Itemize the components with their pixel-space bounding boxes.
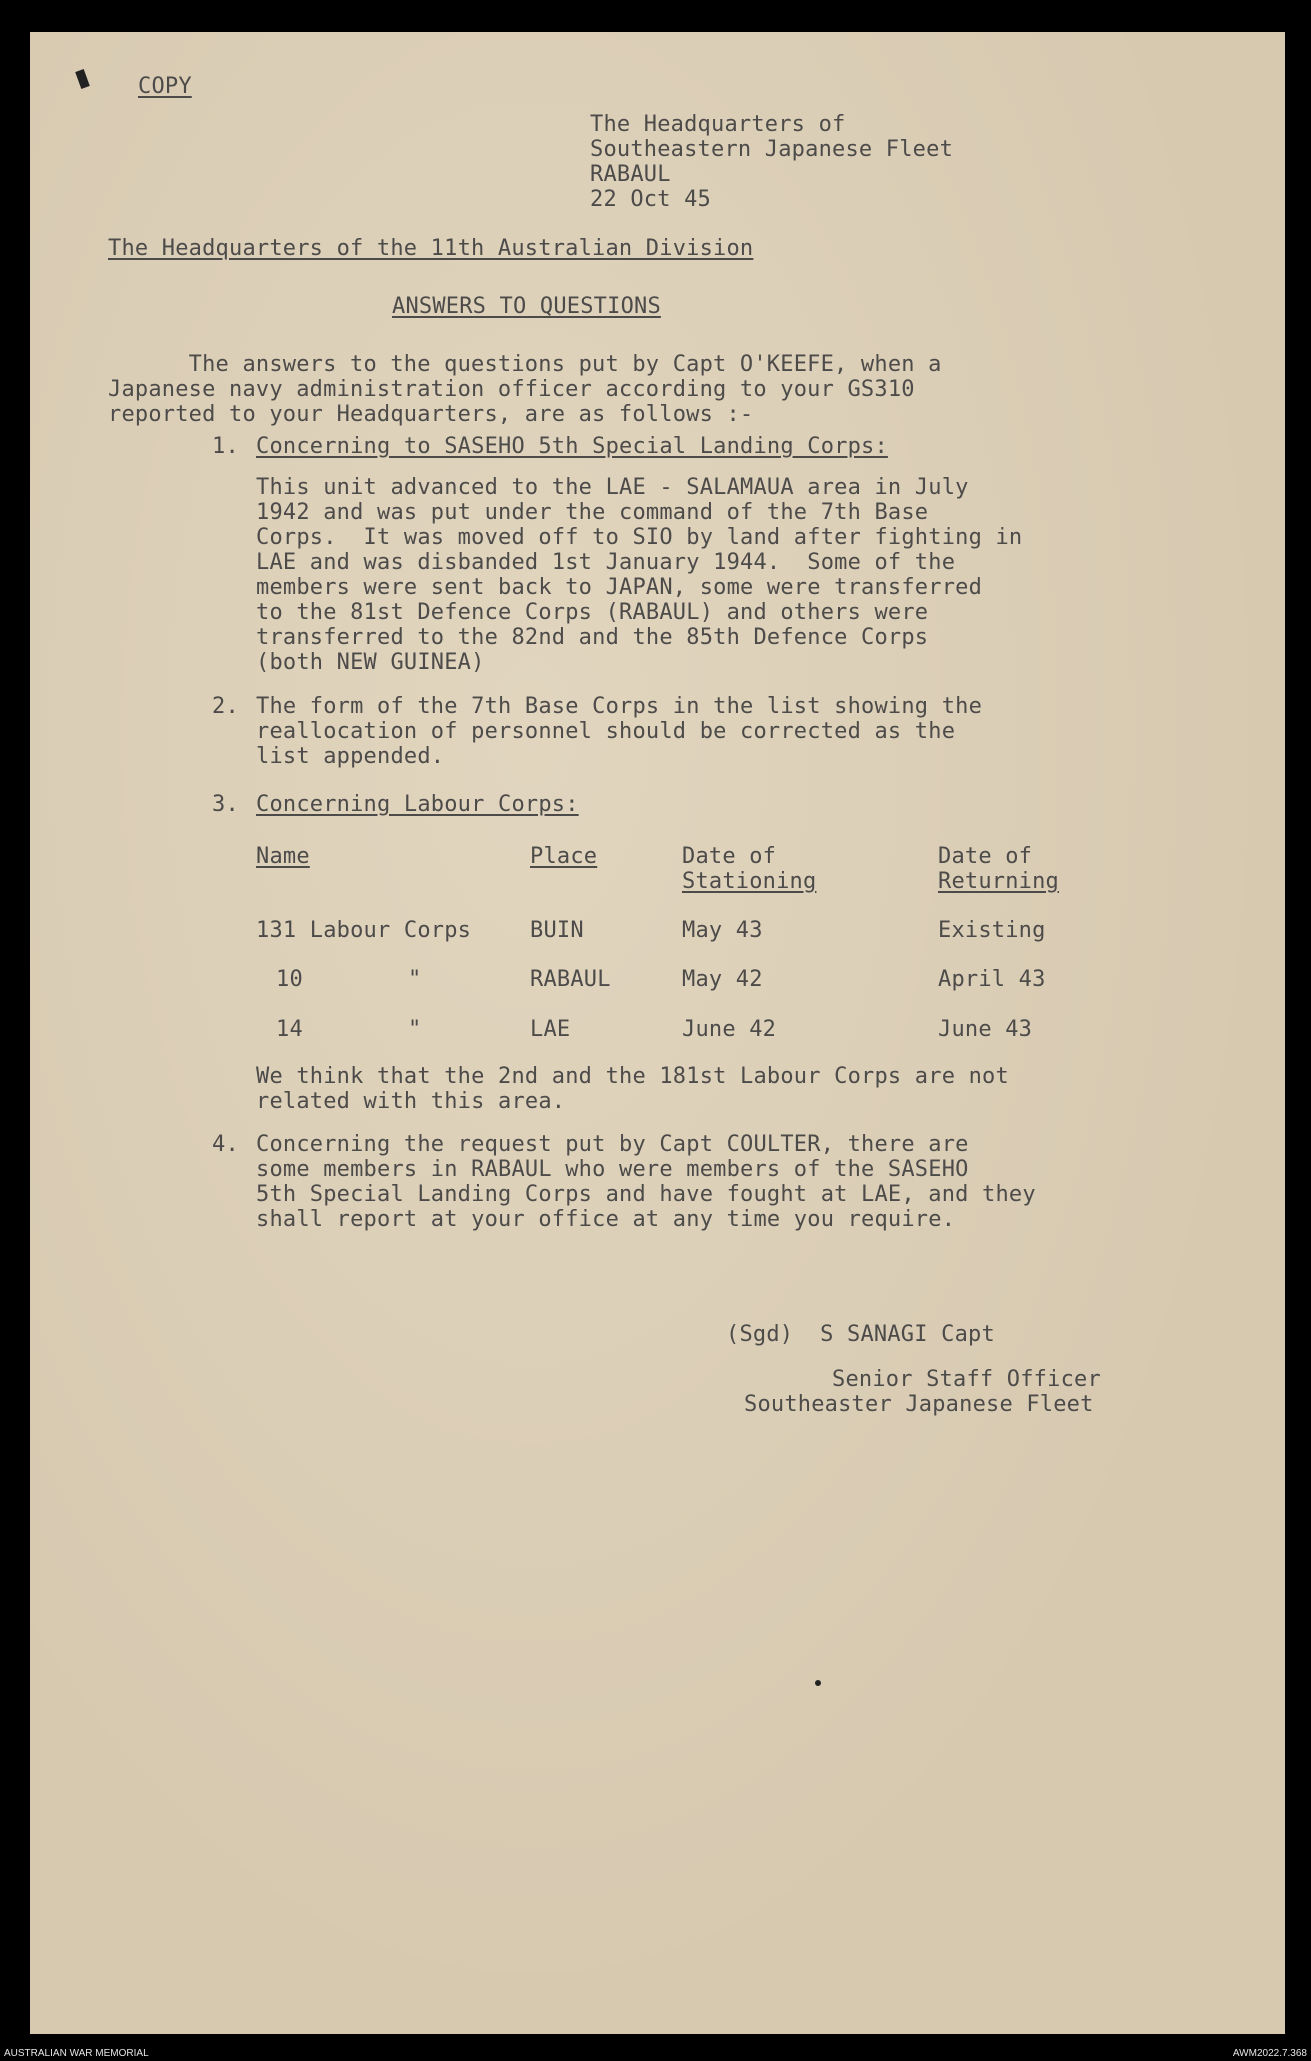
item-heading: Concerning to SASEHO 5th Special Landing Corps: [256, 434, 888, 459]
table-cell-stationing: May 43 [682, 918, 763, 943]
table-cell-name: 131 Labour Corps [256, 918, 472, 943]
item-line: members were sent back to JAPAN, some were transferred [256, 575, 983, 600]
item-number: 1. [212, 434, 239, 459]
item-line: (both NEW GUINEA) [256, 650, 485, 675]
sender-date: 22 Oct 45 [590, 187, 712, 212]
table-cell-name: 14 [276, 1017, 303, 1042]
item-line: This unit advanced to the LAE - SALAMAUA area in July [256, 475, 969, 500]
item-line: The form of the 7th Base Corps in the list showing the [256, 694, 983, 719]
item-line: 1942 and was put under the command of the 7th Base [256, 500, 929, 525]
item-line: LAE and was disbanded 1st January 1944. Some of the [256, 550, 956, 575]
table-cell-stationing: June 42 [682, 1017, 777, 1042]
sender-line: Southeastern Japanese Fleet [590, 137, 954, 162]
item-number: 2. [212, 694, 239, 719]
item-line: some members in RABAUL who were members of the SASEHO [256, 1157, 969, 1182]
table-header-stationing: Date of [682, 844, 777, 869]
intro-line: Japanese navy administration officer according to your GS310 [108, 377, 915, 402]
signature-name: (Sgd) S SANAGI Capt [726, 1322, 995, 1347]
table-cell-stationing: May 42 [682, 967, 763, 992]
item-number: 4. [212, 1132, 239, 1157]
item-line: reallocation of personnel should be corrected as the [256, 719, 956, 744]
document-title: ANSWERS TO QUESTIONS [392, 294, 661, 319]
document-page [30, 32, 1285, 2034]
table-cell-place: LAE [530, 1017, 571, 1042]
table-cell-name: 10 [276, 967, 303, 992]
item-line: transferred to the 82nd and the 85th Defence Corps [256, 625, 929, 650]
item-line: Concerning the request put by Capt COULTER, there are [256, 1132, 969, 1157]
item-line: shall report at your office at any time you require. [256, 1207, 956, 1232]
archive-credit: AUSTRALIAN WAR MEMORIAL [4, 2048, 149, 2059]
item-line: Corps. It was moved off to SIO by land after fighting in [256, 525, 1023, 550]
sender-line: The Headquarters of [590, 112, 846, 137]
catalogue-number: AWM2022.7.368 [1232, 2048, 1307, 2059]
intro-line: The answers to the questions put by Capt O'KEEFE, when a [108, 352, 942, 377]
item-number: 3. [212, 792, 239, 817]
table-cell-place: RABAUL [530, 967, 611, 992]
table-header-place: Place [530, 844, 598, 869]
addressee: The Headquarters of the 11th Australian Division [108, 236, 754, 261]
table-cell-ditto: " [408, 1017, 422, 1042]
signature-title: Senior Staff Officer [832, 1367, 1101, 1392]
table-header-returning: Returning [938, 869, 1060, 894]
corner-mark [75, 69, 90, 89]
item-line: list appended. [256, 744, 445, 769]
intro-line: reported to your Headquarters, are as follows :- [108, 402, 754, 427]
item-note-line: related with this area. [256, 1089, 566, 1114]
item-line: to the 81st Defence Corps (RABAUL) and others were [256, 600, 929, 625]
table-cell-returning: Existing [938, 918, 1046, 943]
table-header-returning: Date of [938, 844, 1033, 869]
table-cell-returning: April 43 [938, 967, 1046, 992]
table-cell-place: BUIN [530, 918, 584, 943]
copy-label: COPY [138, 74, 192, 99]
sender-line: RABAUL [590, 162, 671, 187]
signature-org: Southeaster Japanese Fleet [744, 1392, 1094, 1417]
item-note-line: We think that the 2nd and the 181st Labour Corps are not [256, 1064, 1009, 1089]
table-header-stationing: Stationing [682, 869, 817, 894]
table-header-name: Name [256, 844, 310, 869]
table-cell-ditto: " [408, 967, 422, 992]
ink-dot [815, 1680, 821, 1686]
item-heading: Concerning Labour Corps: [256, 792, 579, 817]
item-line: 5th Special Landing Corps and have fought at LAE, and they [256, 1182, 1036, 1207]
table-cell-returning: June 43 [938, 1017, 1033, 1042]
